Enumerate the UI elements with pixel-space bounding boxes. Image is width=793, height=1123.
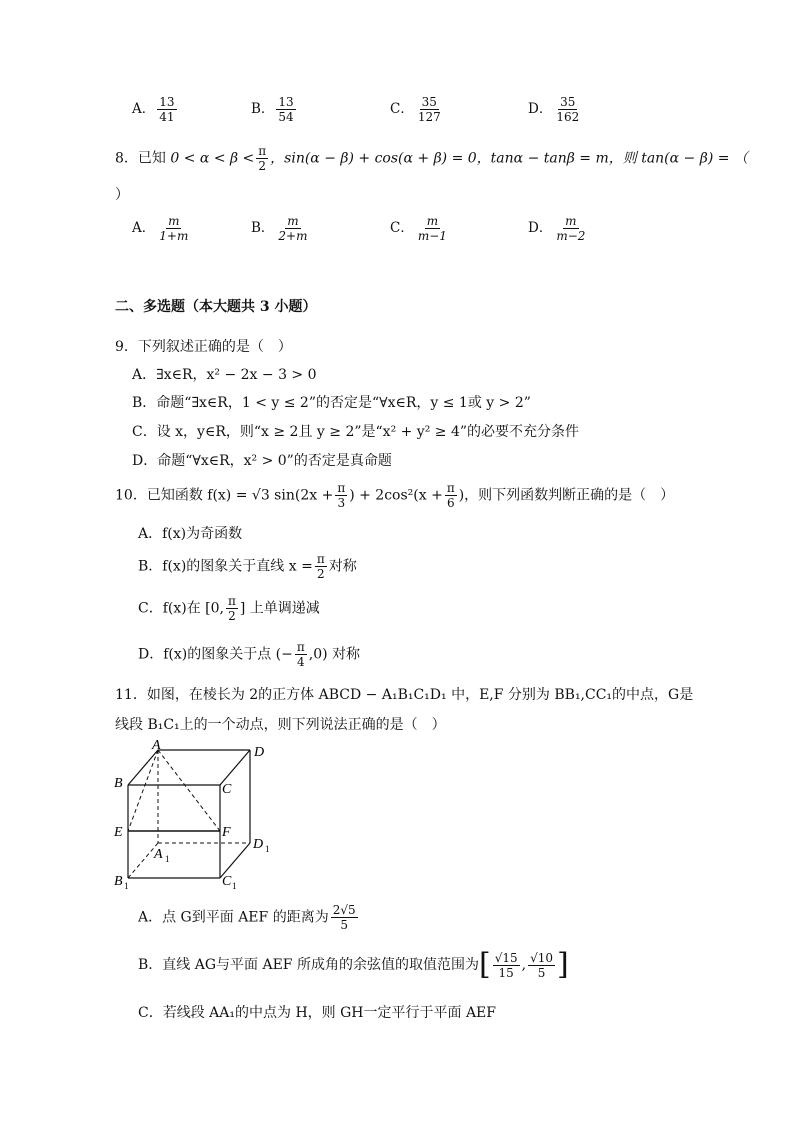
label-c1: C <box>222 874 232 889</box>
q11-option-b <box>138 947 569 982</box>
q10-b-post: 对称 <box>328 558 357 575</box>
segment-ae <box>128 750 158 831</box>
frac-den: 54 <box>278 110 294 124</box>
q7-option-c <box>390 95 445 124</box>
q8-option-a <box>132 214 192 243</box>
q8-stem <box>115 144 748 173</box>
frac-den: 162 <box>556 110 580 124</box>
q8-option-b <box>251 214 312 243</box>
q9-option-c: C．设 x，y∈R，则“x ≥ 2且 y ≥ 2”是“x² + y² ≥ 4”的必要不充分条件 <box>132 424 580 440</box>
frac-num: 13 <box>278 95 294 109</box>
q9-option-a: A．∃x∈R，x² − 2x − 3 > 0 <box>132 367 317 383</box>
q8-condition: 0 < α < β < <box>170 150 255 167</box>
frac-num: π <box>337 481 346 495</box>
question-number: 8．已知 <box>115 150 166 167</box>
q10-option-b <box>138 552 357 581</box>
label-a: A <box>152 740 161 753</box>
q8-option-c <box>390 214 451 243</box>
frac-num: √15 <box>494 950 518 965</box>
option-label: A． <box>132 101 156 117</box>
comma: , <box>521 957 527 973</box>
q11-option-a <box>138 903 360 932</box>
option-label: C． <box>390 101 414 117</box>
frac-num: m <box>426 214 439 228</box>
q11-option-c: C．若线段 AA₁的中点为 H，则 GH一定平行于平面 AEF <box>138 1005 496 1021</box>
frac-den: 3 <box>337 496 346 510</box>
frac-den: 127 <box>417 110 441 124</box>
q9-stem: 9．下列叙述正确的是（ ） <box>115 339 292 355</box>
frac-den: 4 <box>297 655 305 669</box>
q8-condition-2: ，sin(α − β) + cos(α + β) = 0，tanα − tanβ = m，则 tan(α − β) = （ <box>270 150 748 167</box>
edge-ba <box>128 750 158 785</box>
q9-option-d: D．命题“∀x∈R，x² > 0”的否定是真命题 <box>132 453 392 469</box>
q10-option-d <box>138 640 360 669</box>
frac-den: 2 <box>258 159 267 173</box>
segment-af <box>158 750 220 831</box>
q7-option-b <box>251 95 298 124</box>
label-c1-sub: 1 <box>232 881 237 890</box>
frac-num: π <box>258 144 267 158</box>
q10-stem-pre: 10．已知函数 f(x) = √3 sin(2x + <box>115 487 334 504</box>
frac-num: m <box>168 214 180 228</box>
frac-den: 5 <box>537 965 546 980</box>
q10-d-post: ,0) 对称 <box>308 646 361 663</box>
frac-den: 2 <box>228 609 236 623</box>
q8-close-paren: ） <box>115 187 129 203</box>
option-label: B． <box>251 220 275 236</box>
q10-d-pre: D．f(x)的图象关于点 (− <box>138 646 293 663</box>
frac-num: m <box>565 214 577 228</box>
left-bracket: [ <box>478 947 491 982</box>
q10-stem <box>115 481 674 510</box>
label-d1: D <box>253 837 264 852</box>
label-b: B <box>114 776 123 791</box>
frac-den: 5 <box>340 918 348 932</box>
q7-option-a <box>132 95 179 124</box>
q10-stem-mid: ) + 2cos²(x + <box>349 487 443 504</box>
q8-option-d <box>528 214 589 243</box>
frac-num: m <box>287 214 299 228</box>
frac-den: m−1 <box>417 229 447 243</box>
frac-num: 13 <box>159 95 175 109</box>
label-e: E <box>114 825 123 840</box>
frac-den: 1+m <box>159 229 189 243</box>
q11-a-pre: A．点 G到平面 AEF 的距离为 <box>138 909 329 926</box>
option-label: C． <box>390 220 414 236</box>
section-title: 二、多选题（本大题共 3 小题） <box>115 299 317 315</box>
q10-c-pre: C．f(x)在 [0, <box>138 600 224 617</box>
q10-c-post: ] 上单调递减 <box>239 600 320 617</box>
label-a1: A <box>154 847 163 862</box>
frac-num: √10 <box>530 950 553 965</box>
label-a1-sub: 1 <box>165 854 170 864</box>
frac-den: m−2 <box>556 229 586 243</box>
q11-b-pre: B．直线 AG与平面 AEF 所成角的余弦值的取值范围为 <box>138 957 479 973</box>
option-label: D． <box>528 101 553 117</box>
frac-den: 6 <box>446 496 455 510</box>
option-label: B． <box>251 101 275 117</box>
q10-stem-post: )，则下列函数判断正确的是（ ） <box>458 487 675 504</box>
q11-stem-line1: 11．如图，在棱长为 2的正方体 ABCD − A₁B₁C₁D₁ 中，E,F 分别为 BB₁,CC₁的中点，G是 <box>115 687 694 703</box>
frac-den: 41 <box>159 110 175 124</box>
frac-num: π <box>227 594 236 608</box>
right-bracket: ] <box>557 947 569 982</box>
label-d: D <box>254 745 265 760</box>
option-label: A． <box>132 220 156 236</box>
label-d1-sub: 1 <box>265 844 270 854</box>
q10-option-c <box>138 594 320 623</box>
frac-num: 2√5 <box>332 903 356 917</box>
frac-den: 2+m <box>278 229 308 243</box>
label-f: F <box>222 825 231 840</box>
q11-stem-line2: 线段 B₁C₁上的一个动点，则下列说法正确的是（ ） <box>115 717 446 733</box>
frac-num: 35 <box>560 95 576 109</box>
label-b1: B <box>114 874 123 889</box>
frac-num: π <box>316 552 325 566</box>
frac-num: 35 <box>421 95 437 109</box>
edge-c1d1 <box>220 843 250 878</box>
frac-num: π <box>446 481 455 495</box>
frac-den: 2 <box>316 567 325 581</box>
label-c: C <box>222 782 232 797</box>
cube-figure <box>110 740 290 890</box>
frac-num: π <box>296 640 305 654</box>
edge-cd <box>220 750 250 785</box>
label-b1-sub: 1 <box>124 881 129 890</box>
frac-den: 15 <box>498 965 514 980</box>
option-label: D． <box>528 220 553 236</box>
q7-option-d <box>528 95 583 124</box>
q10-option-a: A．f(x)为奇函数 <box>138 526 243 542</box>
q10-b-pre: B．f(x)的图象关于直线 x = <box>138 558 313 575</box>
q9-option-b: B．命题“∃x∈R，1 < y ≤ 2”的否定是“∀x∈R，y ≤ 1或 y > 2” <box>132 395 531 411</box>
